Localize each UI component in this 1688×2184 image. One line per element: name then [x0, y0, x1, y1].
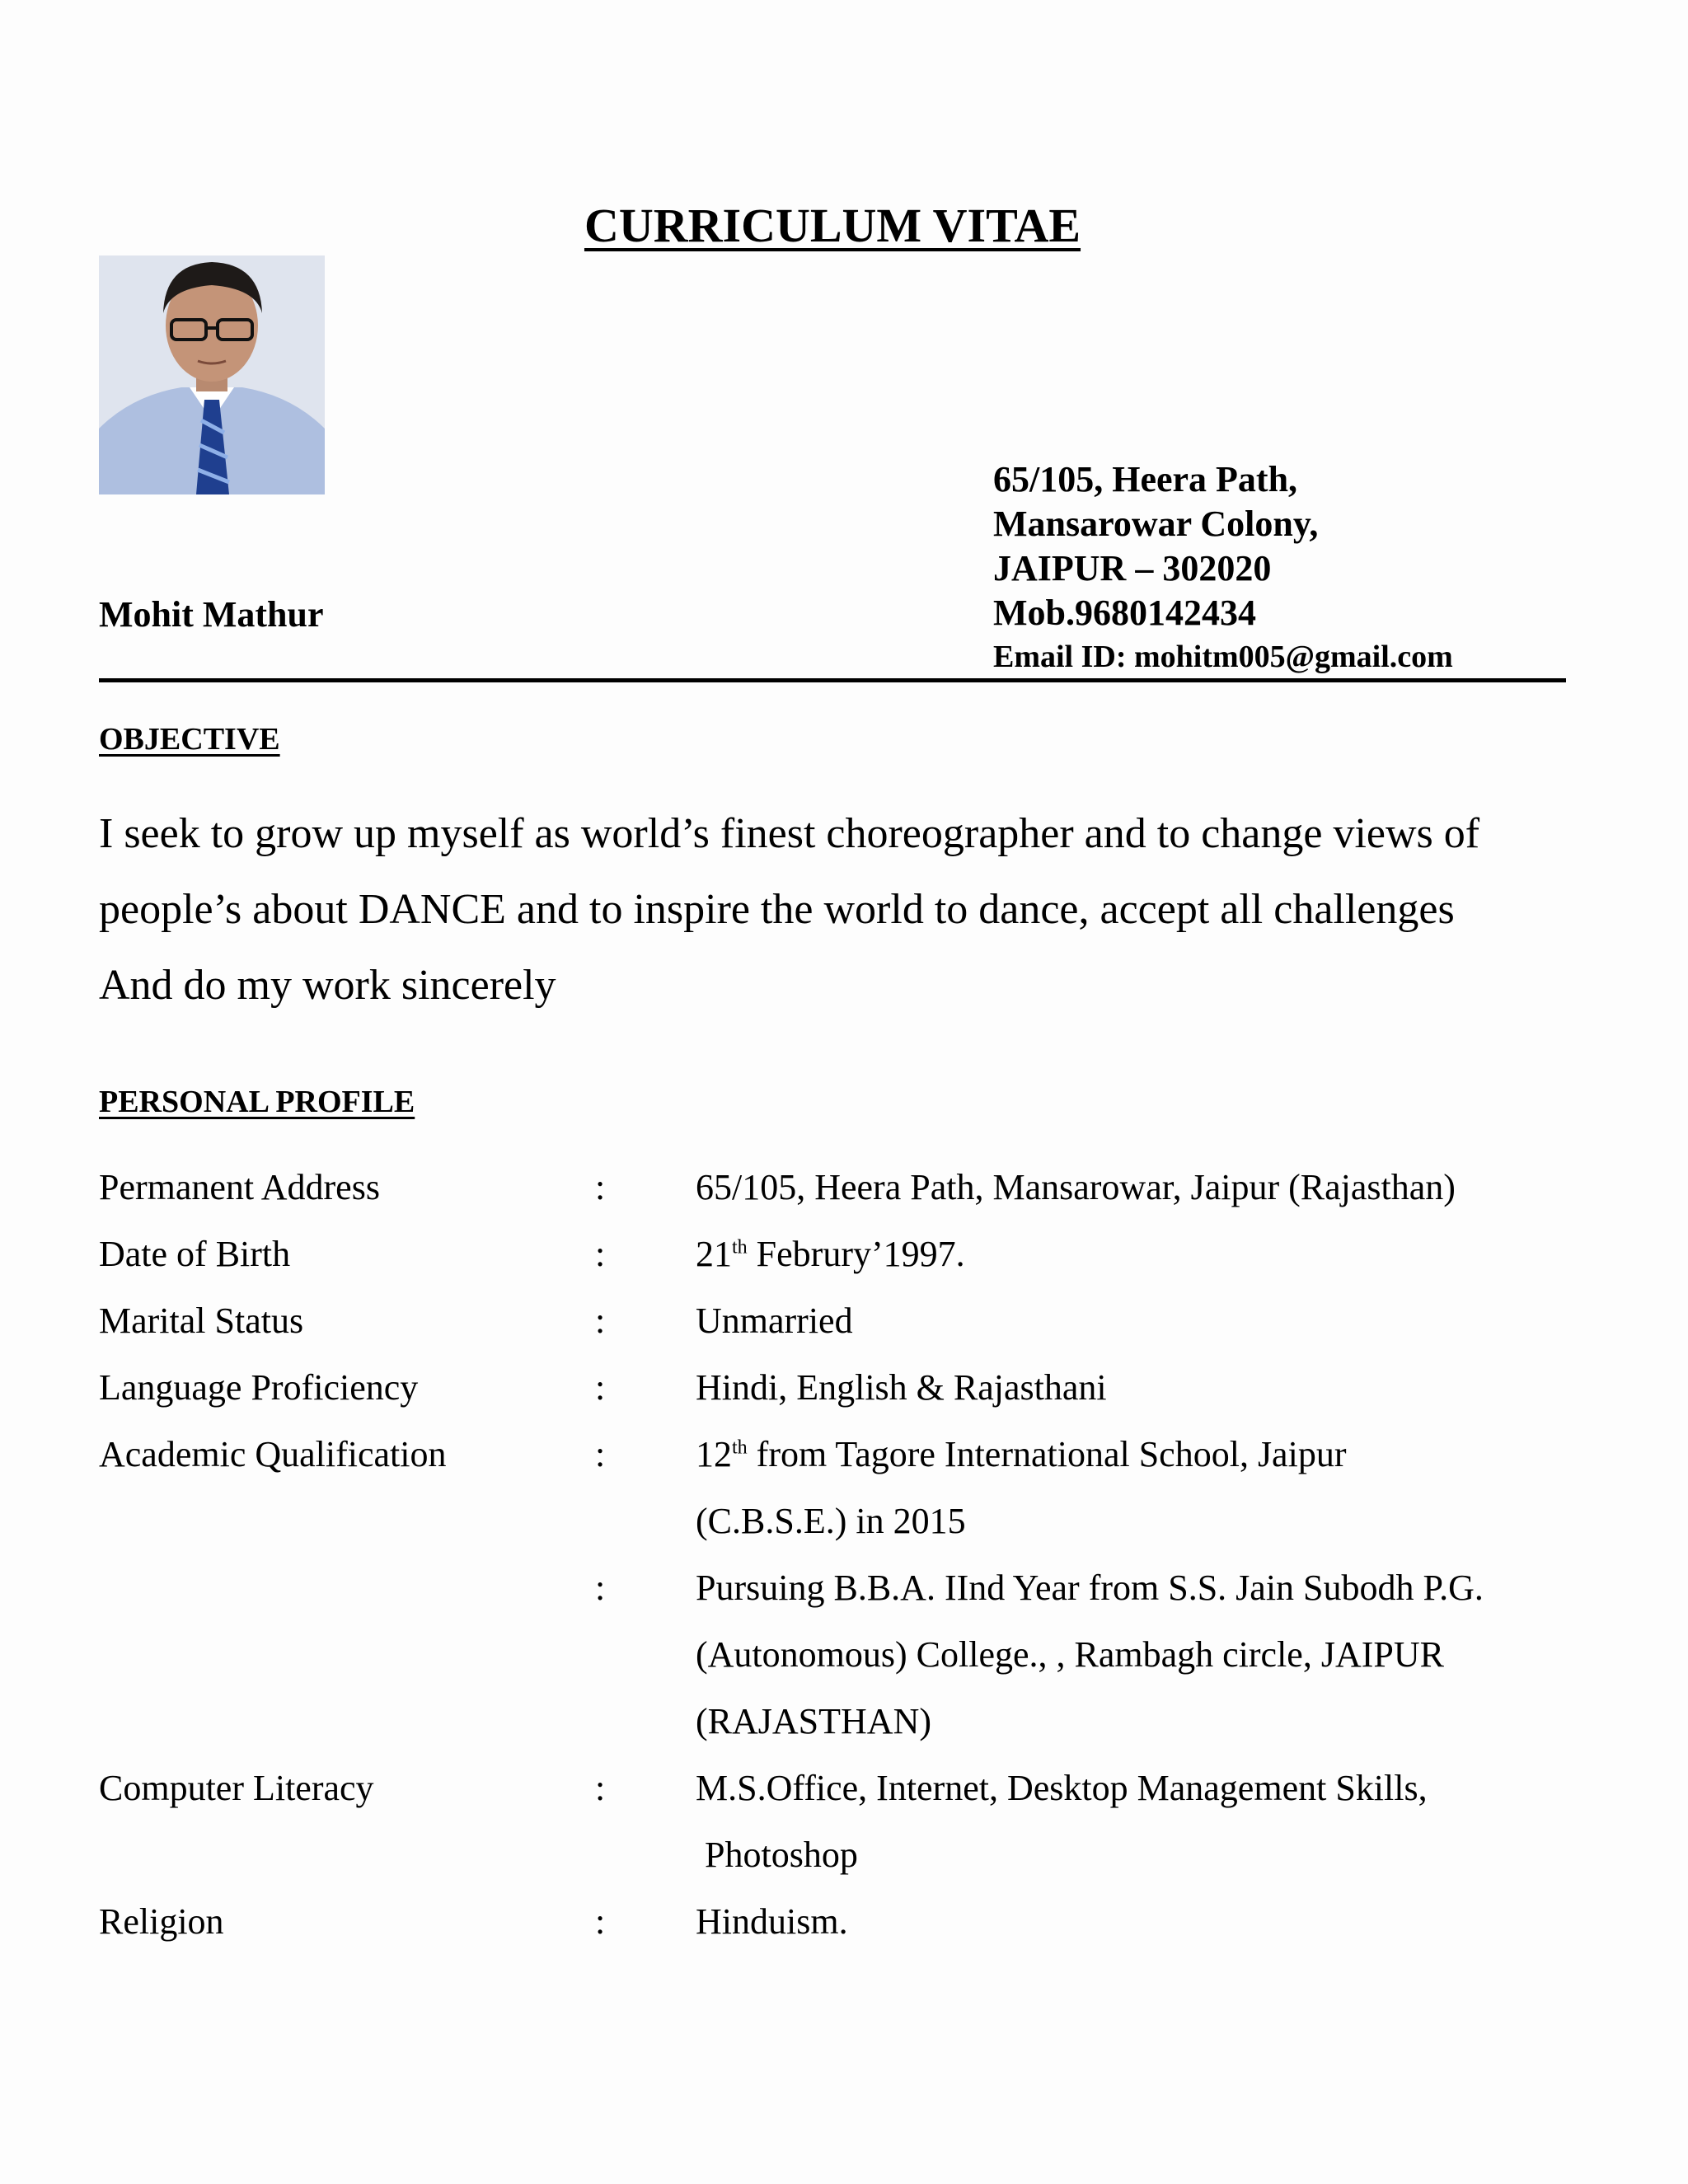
academic-q1-rest: from Tagore International School, Jaipur [747, 1434, 1347, 1474]
objective-line-3: And do my work sincerely [99, 962, 556, 1009]
document-title: CURRICULUM VITAE [584, 199, 1081, 252]
profile-colon: : [595, 1301, 606, 1341]
computer-line-1: M.S.Office, Internet, Desktop Management Skills, [696, 1768, 1428, 1808]
address-line-1: 65/105, Heera Path, [993, 459, 1298, 499]
profile-row-marital-status [99, 1287, 1582, 1354]
profile-label: Computer Literacy [99, 1768, 374, 1808]
profile-row-language [99, 1354, 1582, 1421]
objective-text [99, 796, 1582, 1024]
candidate-name: Mohit Mathur [99, 594, 324, 635]
profile-value [696, 1554, 1586, 1755]
profile-colon: : [595, 1434, 606, 1474]
academic-q2-line-3: (RAJASTHAN) [696, 1701, 931, 1741]
profile-value [696, 1421, 1586, 1554]
profile-value [696, 1755, 1586, 1888]
profile-label: Religion [99, 1901, 224, 1942]
profile-value: Hindi, English & Rajasthani [696, 1367, 1107, 1408]
academic-q1-line-2: (C.B.S.E.) in 2015 [696, 1501, 966, 1541]
profile-row-religion [99, 1888, 1582, 1955]
profile-colon: : [595, 1901, 606, 1942]
address-line-2: Mansarowar Colony, [993, 504, 1319, 544]
profile-row-permanent-address [99, 1154, 1582, 1221]
profile-label: Date of Birth [99, 1234, 291, 1274]
objective-line-1: I seek to grow up myself as world’s finest choreographer and to change views of [99, 810, 1480, 857]
profile-label: Academic Qualification [99, 1434, 447, 1474]
profile-colon: : [595, 1367, 606, 1408]
academic-q2-line-1: Pursuing B.B.A. IInd Year from S.S. Jain Subodh P.G. [696, 1568, 1484, 1608]
mobile-number: Mob.9680142434 [993, 593, 1256, 633]
profile-photo [99, 255, 325, 494]
profile-label: Language Proficiency [99, 1367, 419, 1408]
profile-colon: : [595, 1568, 606, 1608]
profile-row-computer-literacy [99, 1755, 1582, 1888]
computer-line-2: Photoshop [696, 1835, 858, 1875]
academic-q1-line-1 [696, 1421, 1586, 1488]
profile-colon: : [595, 1167, 606, 1207]
profile-row-academic-2 [99, 1554, 1582, 1755]
email-address: Email ID: mohitm005@gmail.com [993, 640, 1453, 674]
dob-suffix: th [732, 1236, 748, 1258]
profile-value: Unmarried [696, 1301, 853, 1341]
contact-block [993, 457, 1453, 678]
profile-colon: : [595, 1234, 606, 1274]
academic-q2-line-2: (Autonomous) College., , Rambagh circle, JAIPUR [696, 1634, 1444, 1675]
academic-q1-suffix: th [732, 1436, 748, 1459]
profile-label: Permanent Address [99, 1167, 380, 1207]
profile-row-academic-1 [99, 1421, 1582, 1554]
personal-profile-table [99, 1154, 1582, 1955]
profile-row-date-of-birth [99, 1221, 1582, 1287]
header-divider [99, 678, 1566, 682]
dob-rest: Februry’1997. [747, 1234, 965, 1274]
profile-value [696, 1221, 1586, 1287]
objective-line-2: people’s about DANCE and to inspire the world to dance, accept all challenges [99, 886, 1455, 933]
profile-colon: : [595, 1768, 606, 1808]
personal-profile-heading: PERSONAL PROFILE [99, 1085, 415, 1119]
objective-heading: OBJECTIVE [99, 722, 280, 757]
address-line-3: JAIPUR – 302020 [993, 548, 1272, 588]
profile-value: Hinduism. [696, 1901, 848, 1942]
profile-value: 65/105, Heera Path, Mansarowar, Jaipur (Rajasthan) [696, 1167, 1456, 1207]
academic-q1-num: 12 [696, 1434, 732, 1474]
profile-label: Marital Status [99, 1301, 304, 1341]
dob-day: 21 [696, 1234, 732, 1274]
